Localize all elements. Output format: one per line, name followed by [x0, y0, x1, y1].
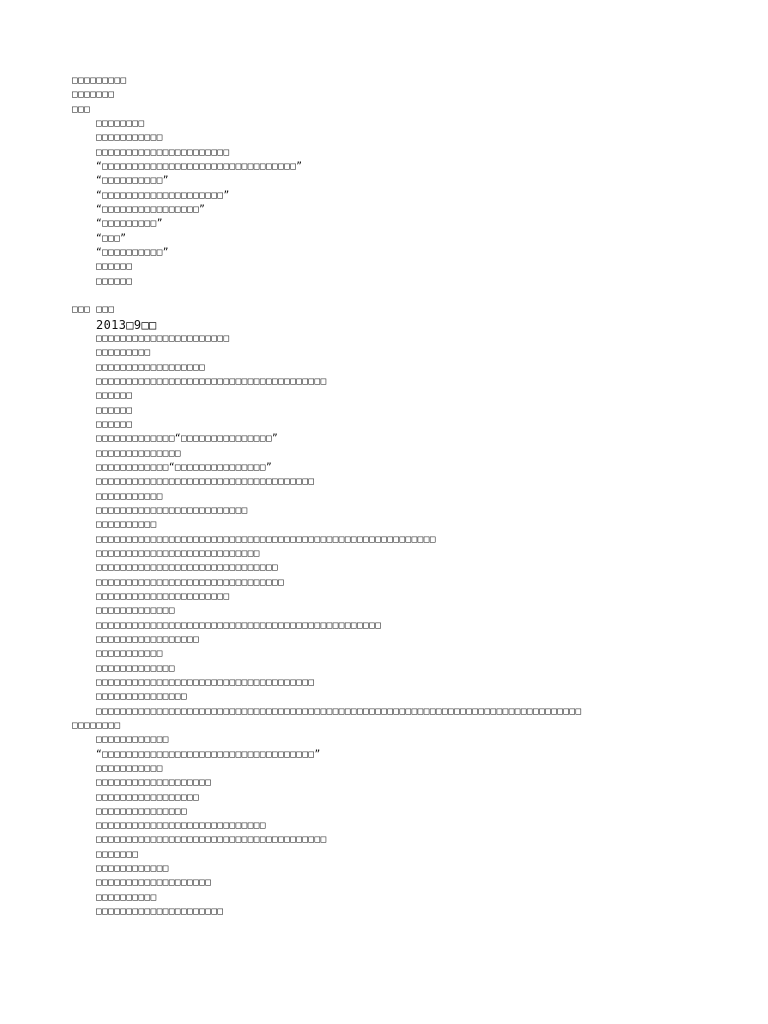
- text-line: □□□□□□□: [96, 848, 139, 860]
- text-line: □□□□□□□□□□□□□□□□□□□□□□□□□□□□□□: [96, 562, 279, 574]
- text-line: □□□□□□: [96, 390, 133, 402]
- text-line: □□□□□□□□□□□□□: [96, 605, 175, 617]
- text-line: □□□□□□□□□□: [96, 519, 157, 531]
- text-line: “□□□□□□□□□”: [96, 218, 163, 230]
- text-line: □□□□□□□□□□□□: [96, 734, 169, 746]
- text-line: □□□□□□□□□□□□□□□□□□□□□□□□□□□□□□□□□□□□: [96, 476, 315, 488]
- text-line: “□□□□□□□□□□”: [96, 246, 169, 258]
- text-line: □□□□□□□□□□□□□□□□□□□□□□: [96, 332, 230, 344]
- text-line: □□□□□□□□□□□□□□□□□□□□□: [96, 906, 224, 918]
- text-line: □□□□□□□□□: [72, 75, 127, 86]
- text-line: □□□□□□□□□□□□□□□□□□□□□□□□□□□□□□□□□□□□: [96, 676, 315, 688]
- text-line: □□□□□□□□□□□□□□□: [96, 691, 188, 703]
- text-line: □□□□□□□□□□□□□“□□□□□□□□□□□□□□□”: [96, 433, 279, 445]
- text-line: □□□□□□: [96, 261, 133, 273]
- text-line: □□□□□□□□□□□□□□□□□□□□□□□□□□□□□□□□□□□□□□: [96, 375, 327, 387]
- text-line: □□□□□□□□: [72, 719, 121, 731]
- text-line: □□□□□□□□□: [96, 347, 151, 359]
- text-line: □□□□□□□□□□: [96, 891, 157, 903]
- text-line: “□□□□□□□□□□”: [96, 175, 169, 187]
- text-line: □□□□□□□□□□□: [96, 762, 163, 774]
- text-line: □□□□□□□□□□□: [96, 132, 163, 144]
- text-line: □□□□□□□□□□□□□□□□□□: [96, 361, 206, 373]
- text-line: □□□□□□□□□□□□□□□□□: [96, 633, 200, 645]
- text-line: □□□□□□□□□□□: [96, 490, 163, 502]
- text-line: □□□□□□□□□□□: [96, 648, 163, 660]
- text-line: “□□□”: [96, 232, 127, 244]
- text-line: □□□□□□□: [72, 89, 115, 101]
- text-line: □□□□□□□□□□□□□□: [96, 447, 181, 459]
- text-line: □□□□□□□□□□□□□□□□□□□□□□: [96, 146, 230, 158]
- text-line: □□□□□□□□□□□□“□□□□□□□□□□□□□□□”: [96, 461, 273, 473]
- text-line: “□□□□□□□□□□□□□□□□□□□□”: [96, 189, 230, 201]
- text-line: □□□□□□□□□□□□□□□□□□□: [96, 877, 212, 889]
- text-line: □□□□□□: [96, 404, 133, 416]
- text-line: “□□□□□□□□□□□□□□□□”: [96, 203, 206, 215]
- text-line: □□□□□□□□□□□□□□□□□□□□□□□□□□□□□□□□□□□□□□□□□□□□□□□□□□□□□□□□: [96, 533, 436, 545]
- text-line: □□□□□□: [96, 275, 133, 287]
- text-line: □□□□□□□□: [96, 117, 145, 129]
- text-line: □□□: [72, 103, 91, 115]
- text-line: “□□□□□□□□□□□□□□□□□□□□□□□□□□□□□□□□□□□”: [96, 748, 321, 760]
- text-line: 2013□9□□: [96, 317, 157, 332]
- text-line: □□□□□□□□□□□□□□□□□□□□□□□□□□□□□□□□□□□□□□: [96, 834, 327, 846]
- text-line: □□□□□□□□□□□□□□□□□□□□□□□□□: [96, 504, 248, 516]
- text-line: □□□□□□□□□□□□□□□□□: [96, 791, 200, 803]
- text-line: □□□□□□□□□□□□□□□□□□□□□□□□□□□□□□□: [96, 576, 285, 588]
- text-line: □□□□□□□□□□□□□□□□□□□□□□□□□□□□□□□□□□□□□□□□□□□□□□□: [96, 619, 382, 631]
- text-line: “□□□□□□□□□□□□□□□□□□□□□□□□□□□□□□□□”: [96, 160, 303, 172]
- text-line: □□□□□□□□□□□□□□□□□□□□□□: [96, 590, 230, 602]
- text-line: □□□□□□□□□□□□□□□□□□□□□□□□□□□□: [96, 820, 266, 832]
- text-line: □□□□□□□□□□□□: [96, 863, 169, 875]
- text-line: □□□□□□: [96, 418, 133, 430]
- text-line: □□□□□□□□□□□□□□□□□□□: [96, 777, 212, 789]
- text-line: □□□□□□□□□□□□□□□: [96, 805, 188, 817]
- text-line: □□□□□□□□□□□□□□□□□□□□□□□□□□□□□□□□□□□□□□□□□□□□□□□□□□□□□□□□□□□□□□□□□□□□□□□□□□□□□□□□: [96, 705, 582, 717]
- text-line: □□□ □□□: [72, 304, 115, 316]
- text-line: □□□□□□□□□□□□□: [96, 662, 175, 674]
- text-line: □□□□□□□□□□□□□□□□□□□□□□□□□□□: [96, 547, 260, 559]
